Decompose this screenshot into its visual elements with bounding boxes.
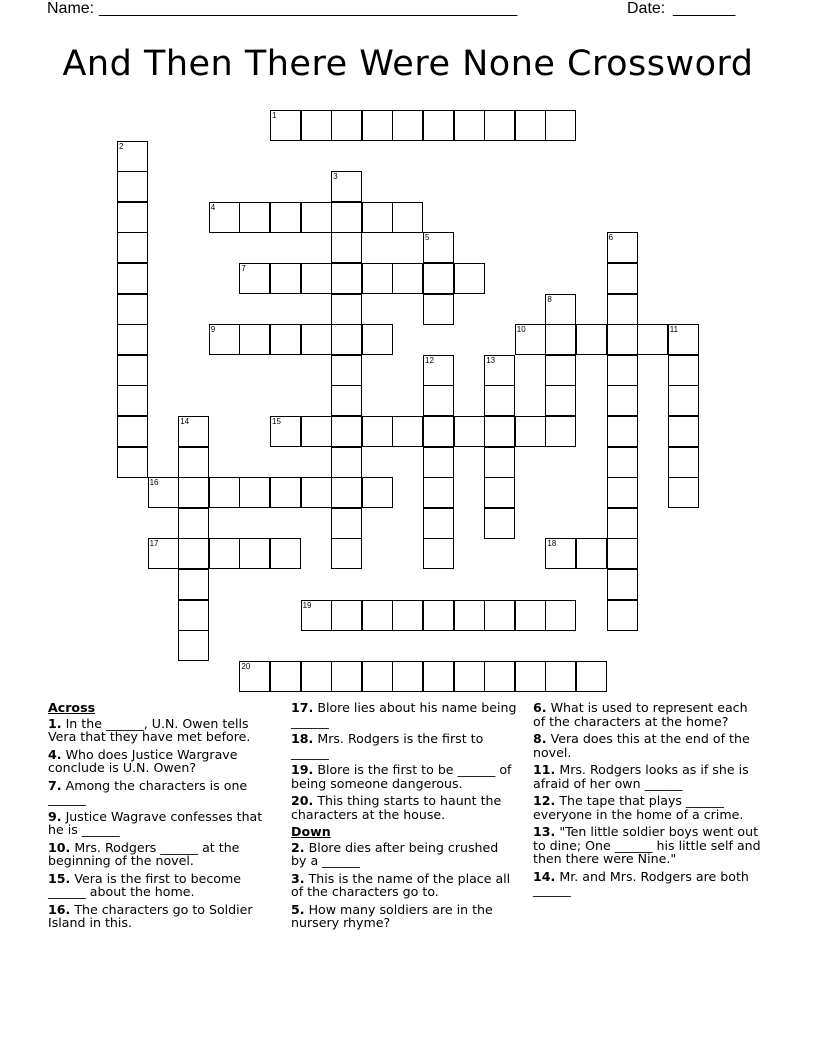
clue-number: 18. bbox=[291, 731, 314, 746]
clue-across-4 bbox=[48, 748, 270, 775]
date-field[interactable]: _______ bbox=[673, 0, 736, 17]
crossword-cell[interactable] bbox=[117, 171, 148, 202]
crossword-cell[interactable] bbox=[454, 110, 485, 141]
crossword-cell[interactable] bbox=[545, 294, 576, 325]
crossword-cell[interactable] bbox=[270, 661, 301, 692]
crossword-cell[interactable] bbox=[576, 538, 607, 569]
clue-text: Mr. and Mrs. Rodgers are both ______ bbox=[533, 868, 749, 897]
clue-across-1 bbox=[48, 717, 270, 744]
crossword-cell[interactable] bbox=[423, 385, 454, 416]
crossword-cell[interactable] bbox=[392, 202, 423, 233]
clue-number: 5. bbox=[291, 901, 305, 917]
cell-number: 19 bbox=[302, 600, 312, 610]
crossword-cell[interactable] bbox=[117, 324, 148, 355]
crossword-cell[interactable] bbox=[423, 508, 454, 539]
clue-number: 19. bbox=[291, 762, 314, 777]
clue-down-11 bbox=[533, 763, 763, 790]
crossword-cell[interactable] bbox=[178, 508, 209, 539]
crossword-cell[interactable] bbox=[362, 600, 393, 631]
crossword-cell[interactable] bbox=[668, 355, 699, 386]
clue-down-5 bbox=[291, 903, 517, 930]
crossword-cell[interactable] bbox=[362, 661, 393, 692]
cell-number: 10 bbox=[516, 325, 526, 335]
crossword-cell[interactable] bbox=[576, 324, 607, 355]
crossword-cell[interactable] bbox=[423, 538, 454, 569]
crossword-cell[interactable] bbox=[301, 477, 332, 508]
crossword-cell[interactable] bbox=[117, 232, 148, 263]
crossword-cell[interactable] bbox=[331, 385, 362, 416]
clue-across-16 bbox=[48, 903, 270, 930]
crossword-cell[interactable] bbox=[148, 477, 179, 508]
clue-down-14 bbox=[533, 870, 763, 897]
clue-text: "Ten little soldier boys went out to dine; One ______ his little self and then there were Nine." bbox=[533, 824, 761, 866]
crossword-cell[interactable] bbox=[668, 385, 699, 416]
crossword-cell[interactable] bbox=[484, 416, 515, 447]
date-label: Date: bbox=[627, 0, 666, 17]
crossword-cell[interactable] bbox=[239, 661, 270, 692]
cell-number: 5 bbox=[425, 233, 430, 243]
crossword-cell[interactable] bbox=[148, 538, 179, 569]
clue-text: Blore is the first to be ______ of being someone dangerous. bbox=[291, 762, 512, 791]
clue-across-7 bbox=[48, 779, 270, 806]
clue-down-2 bbox=[291, 841, 517, 868]
crossword-cell[interactable] bbox=[331, 508, 362, 539]
crossword-cell[interactable] bbox=[392, 263, 423, 294]
crossword-cell[interactable] bbox=[607, 569, 638, 600]
cell-number: 20 bbox=[241, 661, 251, 671]
clue-across-18 bbox=[291, 732, 517, 759]
crossword-cell[interactable] bbox=[423, 477, 454, 508]
crossword-cell[interactable] bbox=[178, 477, 209, 508]
crossword-cell[interactable] bbox=[239, 324, 270, 355]
clue-text: Blore dies after being crushed by a ______ bbox=[291, 839, 499, 868]
clues-column-2 bbox=[291, 701, 517, 934]
crossword-cell[interactable] bbox=[607, 538, 638, 569]
crossword-cell[interactable] bbox=[392, 600, 423, 631]
crossword-cell[interactable] bbox=[423, 416, 454, 447]
crossword-cell[interactable] bbox=[331, 171, 362, 202]
crossword-cell[interactable] bbox=[484, 600, 515, 631]
crossword-cell[interactable] bbox=[270, 538, 301, 569]
crossword-cell[interactable] bbox=[117, 263, 148, 294]
clue-across-10 bbox=[48, 841, 270, 868]
cell-number: 12 bbox=[425, 355, 434, 365]
crossword-cell[interactable] bbox=[607, 385, 638, 416]
crossword-cell[interactable] bbox=[362, 477, 393, 508]
crossword-cell[interactable] bbox=[270, 263, 301, 294]
crossword-cell[interactable] bbox=[545, 416, 576, 447]
clues-column-3 bbox=[533, 701, 763, 901]
crossword-cell[interactable] bbox=[392, 110, 423, 141]
crossword-cell[interactable] bbox=[331, 477, 362, 508]
crossword-cell[interactable] bbox=[668, 477, 699, 508]
crossword-cell[interactable] bbox=[545, 600, 576, 631]
crossword-cell[interactable] bbox=[607, 294, 638, 325]
clue-down-6 bbox=[533, 701, 763, 728]
crossword-cell[interactable] bbox=[484, 477, 515, 508]
clue-number: 20. bbox=[291, 793, 314, 808]
clue-across-20 bbox=[291, 794, 517, 821]
crossword-cell[interactable] bbox=[607, 416, 638, 447]
clue-number: 2. bbox=[291, 839, 305, 855]
crossword-cell[interactable] bbox=[484, 385, 515, 416]
crossword-cell[interactable] bbox=[423, 600, 454, 631]
crossword-cell[interactable] bbox=[392, 661, 423, 692]
crossword-cell[interactable] bbox=[545, 661, 576, 692]
crossword-cell[interactable] bbox=[301, 110, 332, 141]
crossword-cell[interactable] bbox=[301, 324, 332, 355]
clue-text: The tape that plays ______ everyone in the home of a crime. bbox=[533, 793, 744, 822]
crossword-cell[interactable] bbox=[484, 447, 515, 478]
cell-number: 14 bbox=[180, 417, 190, 426]
crossword-cell[interactable] bbox=[392, 416, 423, 447]
crossword-cell[interactable] bbox=[331, 324, 362, 355]
crossword-cell[interactable] bbox=[178, 447, 209, 478]
crossword-cell[interactable] bbox=[362, 324, 393, 355]
clue-down-8 bbox=[533, 732, 763, 759]
crossword-cell[interactable] bbox=[331, 355, 362, 386]
crossword-cell[interactable] bbox=[668, 447, 699, 478]
clue-number: 10. bbox=[48, 839, 71, 855]
crossword-cell[interactable] bbox=[607, 232, 638, 263]
crossword-cell[interactable] bbox=[331, 416, 362, 447]
crossword-cell[interactable] bbox=[362, 202, 393, 233]
crossword-cell[interactable] bbox=[301, 416, 332, 447]
crossword-cell[interactable] bbox=[117, 202, 148, 233]
crossword-cell[interactable] bbox=[423, 294, 454, 325]
crossword-cell[interactable] bbox=[607, 324, 638, 355]
crossword-cell[interactable] bbox=[331, 110, 362, 141]
clue-down-13 bbox=[533, 825, 763, 866]
crossword-cell[interactable] bbox=[362, 263, 393, 294]
crossword-cell[interactable] bbox=[331, 661, 362, 692]
crossword-cell[interactable] bbox=[301, 600, 332, 631]
clue-number: 8. bbox=[533, 731, 547, 746]
crossword-cell[interactable] bbox=[117, 355, 148, 386]
crossword-cell[interactable] bbox=[607, 447, 638, 478]
crossword-cell[interactable] bbox=[209, 202, 240, 233]
crossword-cell[interactable] bbox=[331, 263, 362, 294]
clue-number: 12. bbox=[533, 793, 556, 808]
crossword-cell[interactable] bbox=[484, 110, 515, 141]
crossword-cell[interactable] bbox=[117, 385, 148, 416]
cell-number: 13 bbox=[486, 355, 496, 365]
across-heading: Across bbox=[48, 700, 96, 715]
crossword-cell[interactable] bbox=[178, 538, 209, 569]
crossword-cell[interactable] bbox=[178, 416, 209, 447]
crossword-cell[interactable] bbox=[423, 232, 454, 263]
clue-down-3 bbox=[291, 872, 517, 899]
clue-across-17 bbox=[291, 701, 517, 728]
clue-text: Who does Justice Wargrave conclude is U.N. Owen? bbox=[48, 746, 238, 775]
clues-column-1 bbox=[48, 701, 270, 934]
crossword-cell[interactable] bbox=[515, 416, 546, 447]
crossword-cell[interactable] bbox=[607, 600, 638, 631]
cell-number: 18 bbox=[547, 539, 557, 549]
clue-text: What is used to represent each of the characters at the home? bbox=[533, 700, 748, 729]
crossword-cell[interactable] bbox=[545, 385, 576, 416]
crossword-cell[interactable] bbox=[423, 661, 454, 692]
crossword-cell[interactable] bbox=[545, 355, 576, 386]
clue-number: 11. bbox=[533, 762, 556, 777]
crossword-cell[interactable] bbox=[607, 355, 638, 386]
crossword-cell[interactable] bbox=[423, 447, 454, 478]
crossword-cell[interactable] bbox=[331, 447, 362, 478]
crossword-cell[interactable] bbox=[239, 538, 270, 569]
page-title: And Then There Were None Crossword bbox=[62, 44, 754, 84]
name-field[interactable]: _______________________________________________ bbox=[99, 0, 518, 17]
clue-number: 15. bbox=[48, 870, 71, 886]
crossword-cell[interactable] bbox=[637, 324, 668, 355]
crossword-cell[interactable] bbox=[362, 416, 393, 447]
crossword-cell[interactable] bbox=[607, 508, 638, 539]
cell-number: 7 bbox=[241, 264, 246, 273]
cell-number: 6 bbox=[608, 233, 614, 243]
crossword-cell[interactable] bbox=[270, 202, 301, 233]
cell-number: 2 bbox=[119, 141, 124, 151]
clue-number: 3. bbox=[291, 870, 305, 886]
crossword-cell[interactable] bbox=[270, 477, 301, 508]
crossword-cell[interactable] bbox=[117, 447, 148, 478]
crossword-cell[interactable] bbox=[515, 324, 546, 355]
crossword-cell[interactable] bbox=[270, 324, 301, 355]
clue-number: 9. bbox=[48, 808, 62, 824]
crossword-cell[interactable] bbox=[239, 202, 270, 233]
clue-number: 16. bbox=[48, 901, 71, 917]
crossword-cell[interactable] bbox=[454, 661, 485, 692]
clue-number: 7. bbox=[48, 777, 62, 793]
crossword-cell[interactable] bbox=[484, 661, 515, 692]
crossword-cell[interactable] bbox=[454, 600, 485, 631]
crossword-cell[interactable] bbox=[576, 661, 607, 692]
clue-text: Mrs. Rodgers ______ at the beginning of the novel. bbox=[48, 839, 240, 868]
clue-number: 14. bbox=[533, 868, 556, 884]
crossword-cell[interactable] bbox=[331, 202, 362, 233]
crossword-cell[interactable] bbox=[117, 416, 148, 447]
crossword-cell[interactable] bbox=[607, 477, 638, 508]
crossword-cell[interactable] bbox=[331, 600, 362, 631]
clue-number: 6. bbox=[533, 700, 547, 715]
crossword-cell[interactable] bbox=[178, 600, 209, 631]
crossword-cell[interactable] bbox=[301, 202, 332, 233]
crossword-cell[interactable] bbox=[331, 232, 362, 263]
crossword-cell[interactable] bbox=[515, 661, 546, 692]
clue-text: In the ______, U.N. Owen tells Vera that they have met before. bbox=[48, 715, 251, 744]
crossword-cell[interactable] bbox=[331, 294, 362, 325]
crossword-cell[interactable] bbox=[607, 263, 638, 294]
clue-number: 4. bbox=[48, 746, 62, 762]
crossword-cell[interactable] bbox=[454, 416, 485, 447]
clue-across-9 bbox=[48, 810, 270, 837]
clue-text: How many soldiers are in the nursery rhyme? bbox=[291, 901, 493, 930]
crossword-cell[interactable] bbox=[209, 538, 240, 569]
clue-text: Blore lies about his name being ______ bbox=[291, 700, 517, 729]
crossword-cell[interactable] bbox=[239, 477, 270, 508]
crossword-cell[interactable] bbox=[545, 538, 576, 569]
clue-across-19 bbox=[291, 763, 517, 790]
clue-text: Vera does this at the end of the novel. bbox=[533, 731, 750, 760]
crossword-cell[interactable] bbox=[484, 355, 515, 386]
crossword-cell[interactable] bbox=[454, 263, 485, 294]
clue-text: Mrs. Rodgers is the first to ______ bbox=[291, 731, 484, 760]
clue-text: Mrs. Rodgers looks as if she is afraid of her own ______ bbox=[533, 762, 749, 791]
crossword-cell[interactable] bbox=[270, 416, 301, 447]
clue-down-12 bbox=[533, 794, 763, 821]
clue-text: This is the name of the place all of the characters go to. bbox=[291, 870, 511, 899]
clue-text: Among the characters is one ______ bbox=[48, 777, 248, 806]
crossword-cell[interactable] bbox=[301, 263, 332, 294]
cell-number: 1 bbox=[272, 111, 277, 120]
crossword-cell[interactable] bbox=[545, 324, 576, 355]
crossword-cell[interactable] bbox=[209, 477, 240, 508]
crossword-cell[interactable] bbox=[209, 324, 240, 355]
crossword-cell[interactable] bbox=[362, 110, 393, 141]
crossword-cell[interactable] bbox=[545, 110, 576, 141]
crossword-cell[interactable] bbox=[270, 110, 301, 141]
crossword-cell[interactable] bbox=[484, 508, 515, 539]
crossword-cell[interactable] bbox=[117, 141, 148, 172]
clue-across-15 bbox=[48, 872, 270, 899]
clue-text: Justice Wagrave confesses that he is ______ bbox=[48, 808, 263, 837]
crossword-cell[interactable] bbox=[239, 263, 270, 294]
cell-number: 3 bbox=[333, 172, 338, 182]
crossword-cell[interactable] bbox=[423, 263, 454, 294]
cell-number: 15 bbox=[272, 417, 281, 426]
crossword-cell[interactable] bbox=[178, 630, 209, 661]
crossword-cell[interactable] bbox=[331, 538, 362, 569]
crossword-cell[interactable] bbox=[423, 110, 454, 141]
cell-number: 17 bbox=[149, 539, 159, 549]
cell-number: 11 bbox=[669, 325, 679, 335]
crossword-cell[interactable] bbox=[117, 294, 148, 325]
cell-number: 8 bbox=[547, 294, 552, 304]
cell-number: 9 bbox=[210, 325, 216, 335]
clue-text: Vera is the first to become ______ about the home. bbox=[48, 870, 241, 899]
clue-text: This thing starts to haunt the characters at the house. bbox=[291, 793, 502, 822]
crossword-cell[interactable] bbox=[515, 600, 546, 631]
clue-number: 17. bbox=[291, 700, 314, 715]
cell-number: 16 bbox=[149, 478, 159, 488]
crossword-cell[interactable] bbox=[668, 324, 699, 355]
clue-number: 13. bbox=[533, 824, 556, 839]
clue-number: 1. bbox=[48, 715, 62, 731]
down-heading: Down bbox=[291, 824, 331, 839]
crossword-cell[interactable] bbox=[178, 569, 209, 600]
name-label: Name: bbox=[47, 0, 95, 17]
crossword-cell[interactable] bbox=[515, 110, 546, 141]
cell-number: 4 bbox=[210, 202, 216, 212]
clue-text: The characters go to Soldier Island in this. bbox=[48, 901, 253, 930]
crossword-cell[interactable] bbox=[668, 416, 699, 447]
crossword-cell[interactable] bbox=[423, 355, 454, 386]
crossword-cell[interactable] bbox=[301, 661, 332, 692]
